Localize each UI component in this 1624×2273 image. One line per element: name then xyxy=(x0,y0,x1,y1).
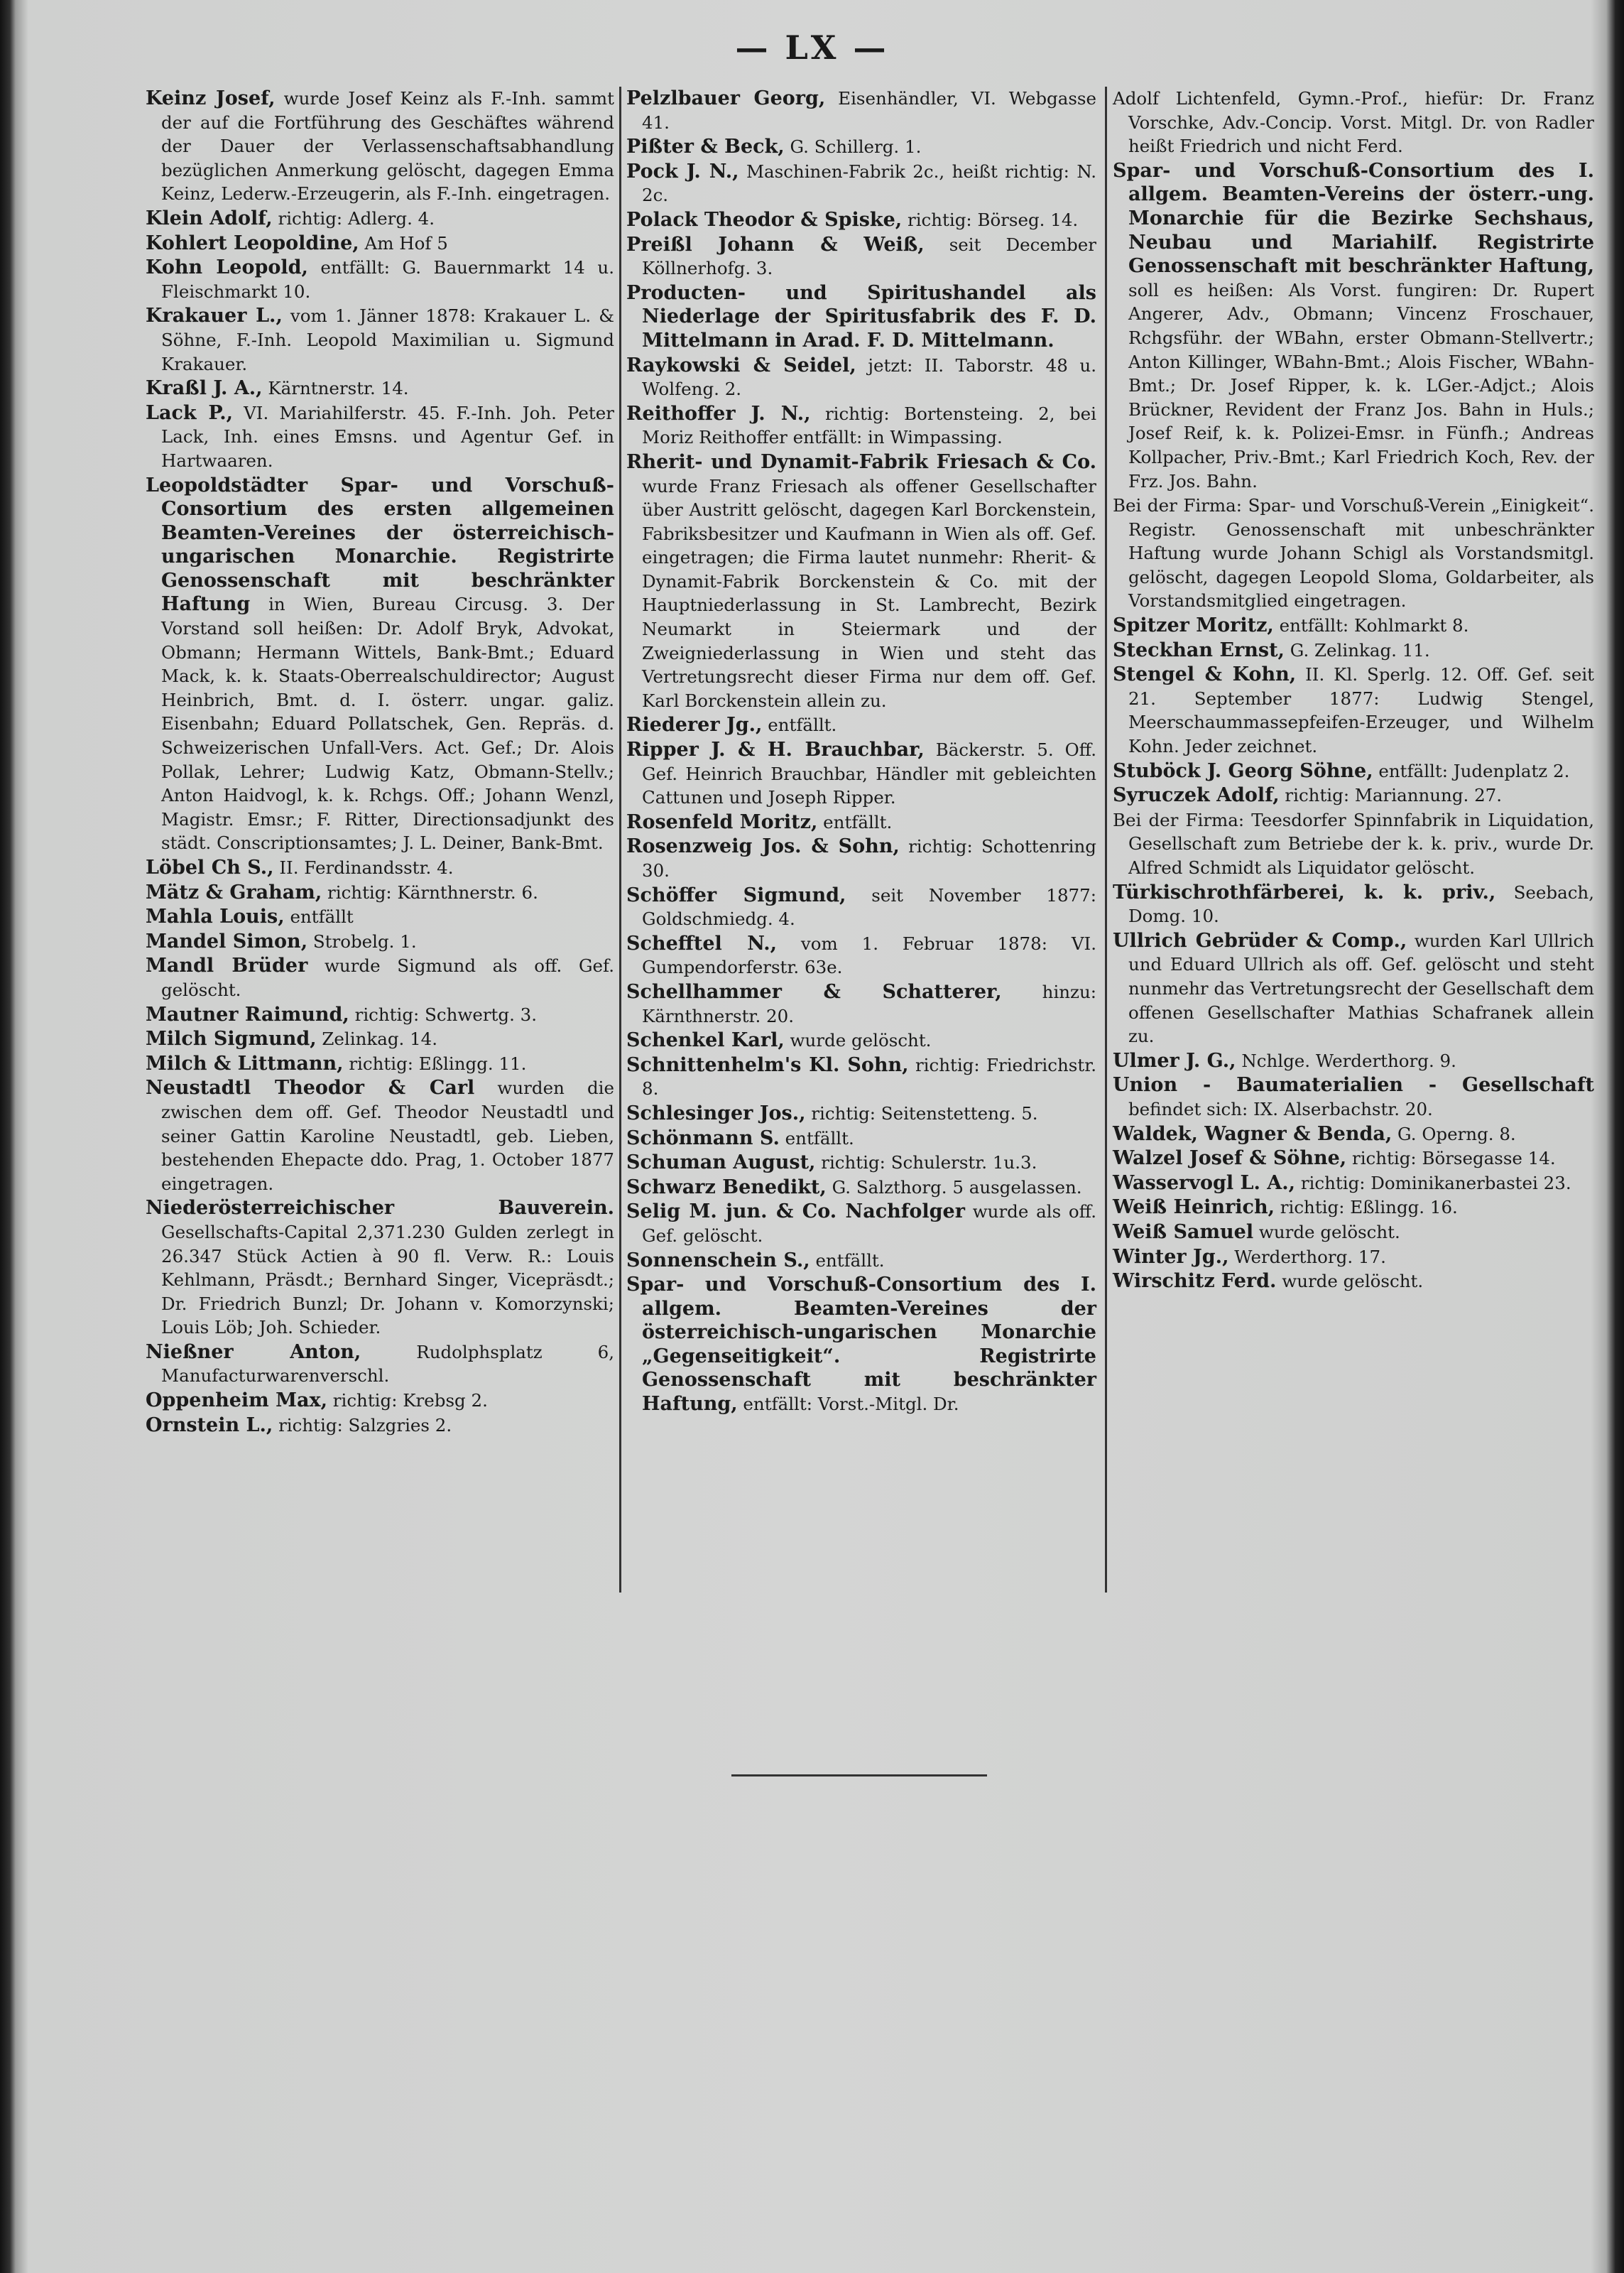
entry-firm-name: Syruczek Adolf, xyxy=(1113,784,1280,807)
register-entry xyxy=(1113,1049,1594,1073)
register-entry xyxy=(626,835,1096,882)
entry-text: entfällt. xyxy=(762,715,837,736)
entry-text: seit December Köllnerhofg. 3. xyxy=(642,234,1096,279)
entry-text: richtig: Adlerg. 4. xyxy=(272,207,435,229)
entry-text: entfällt: G. Bauernmarkt 14 u. Fleischmarkt 10. xyxy=(161,257,614,302)
entry-firm-name: Oppenheim Max, xyxy=(146,1389,327,1412)
register-entry xyxy=(626,208,1096,232)
register-entry xyxy=(626,402,1096,450)
entry-firm-name: Spar- und Vorschuß-Consortium des I. allgem. Beamten-Vereins der österr.-ung. Monarchie für die Bezirke Sechshaus, Neubau und Mariahilf. Registrirte Genossenschaft mit beschränkter Haftung, xyxy=(1113,159,1594,278)
entry-firm-name: Raykowski & Seidel, xyxy=(626,354,856,376)
register-entry xyxy=(626,450,1096,713)
register-entry xyxy=(146,256,614,303)
register-entry xyxy=(1113,87,1594,158)
entry-text: entfällt. xyxy=(779,1127,854,1149)
entry-firm-name: Nießner Anton, xyxy=(146,1340,361,1363)
register-entry xyxy=(626,135,1096,159)
entry-text: soll es heißen: Als Vorst. fungiren: Dr. Rupert Angerer, Adv., Obmann; Vincenz Froschauer, Rchgsführ. der WBahn, erster Obmann-Stellvertr.; Anton Killinger, WBahn-Bmt.; Alois Fischer, WBahn-Bmt.; Dr. Josef Ripper, k. k. LGer.-Adjct.; Alois Brückner, Revident der Franz Jos. Bahn in Huls.; Josef Reif, k. k. Polizei-Emsr. in Fünfh.; Andreas Kollpacher, Priv.-Bmt.; Karl Friedrich Koch, Rev. der Frz. Jos. Bahn. xyxy=(1128,279,1594,492)
register-entry xyxy=(1113,1220,1594,1244)
entry-text: richtig: Mariannung. 27. xyxy=(1279,785,1503,806)
register-entry xyxy=(146,1414,614,1438)
entry-firm-name: Ripper J. & H. Brauchbar, xyxy=(626,739,925,761)
register-entry xyxy=(626,810,1096,835)
entry-firm-name: Klein Adolf, xyxy=(146,207,273,229)
entry-firm-name: Schönmann S. xyxy=(626,1127,780,1149)
register-entry xyxy=(626,1249,1096,1273)
entry-text: Maschinen-Fabrik 2c., heißt richtig: N. 2c. xyxy=(642,161,1096,206)
register-entry xyxy=(146,1003,614,1027)
entry-firm-name: Polack Theodor & Spiske, xyxy=(626,208,903,231)
entry-text: richtig: Börseg. 14. xyxy=(902,209,1079,230)
register-entry xyxy=(146,232,614,256)
column-divider xyxy=(619,87,621,1593)
entry-text: Eisenhändler, VI. Webgasse 41. xyxy=(642,88,1096,133)
entry-firm-name: Keinz Josef, xyxy=(146,87,276,109)
entry-firm-name: Weiß Samuel xyxy=(1113,1220,1254,1243)
entry-firm-name: Waldek, Wagner & Benda, xyxy=(1113,1122,1393,1145)
entry-firm-name: Riederer Jg., xyxy=(626,714,763,737)
entry-text: Strobelg. 1. xyxy=(307,931,417,952)
entry-firm-name: Producten- und Spiritushandel als Niederlage der Spiritusfabrik des F. D. Mittelmann in Arad. F. D. Mittelmann. xyxy=(626,281,1096,352)
entry-text: entfällt: Vorst.-Mitgl. Dr. xyxy=(737,1394,959,1415)
register-entry xyxy=(626,884,1096,931)
register-entry xyxy=(146,1052,614,1076)
register-entry xyxy=(1113,1146,1594,1171)
register-entry xyxy=(626,932,1096,980)
entry-firm-name: Türkischrothfärberei, k. k. priv., xyxy=(1113,881,1496,904)
register-entry xyxy=(146,401,614,473)
entry-text: entfällt xyxy=(284,906,354,928)
entry-text: G. Operng. 8. xyxy=(1392,1123,1516,1144)
entry-text: entfällt: Judenplatz 2. xyxy=(1373,760,1570,781)
register-entry xyxy=(146,881,614,905)
register-entry xyxy=(1113,1122,1594,1146)
entry-text: Nchlge. Werderthorg. 9. xyxy=(1236,1050,1456,1071)
register-entry xyxy=(146,87,614,206)
entry-text: seit November 1877: Goldschmiedg. 4. xyxy=(642,884,1096,930)
entry-text: richtig: Bortensteing. 2, bei Moriz Reithoffer entfällt: in Wimpassing. xyxy=(642,403,1096,448)
register-entry xyxy=(626,1151,1096,1175)
entry-text: G. Zelinkag. 11. xyxy=(1284,639,1430,661)
register-entry xyxy=(1113,808,1594,880)
entry-firm-name: Pock J. N., xyxy=(626,160,739,183)
register-entry xyxy=(146,304,614,376)
entry-text: Adolf Lichtenfeld, Gymn.-Prof., hiefür: Dr. Franz Vorschke, Adv.-Concip. Vorst. Mitgl. Dr. von Radler heißt Friedrich und nicht Ferd. xyxy=(1113,88,1594,157)
register-entry xyxy=(1113,881,1594,928)
entry-firm-name: Winter Jg., xyxy=(1113,1245,1229,1268)
register-entry xyxy=(626,1127,1096,1151)
entry-firm-name: Steckhan Ernst, xyxy=(1113,639,1285,661)
entry-firm-name: Sonnenschein S., xyxy=(626,1249,810,1271)
register-entry xyxy=(146,474,614,856)
register-entry xyxy=(626,1102,1096,1126)
entry-text: Bei der Firma: Teesdorfer Spinnfabrik in Liquidation, Gesellschaft zum Betriebe der k. k. priv., wurde Dr. Alfred Schmidt als Liquidator gelöscht. xyxy=(1113,809,1594,878)
entry-firm-name: Schöffer Sigmund, xyxy=(626,884,846,906)
entry-firm-name: Walzel Josef & Söhne, xyxy=(1113,1147,1347,1170)
entry-firm-name: Schwarz Benedikt, xyxy=(626,1176,827,1198)
entry-text: wurde Franz Friesach als offener Gesellschafter über Austritt gelöscht, dagegen Karl Borckenstein, Fabriksbesitzer und Kaufmann in Wien als off. Gef. eingetragen; die Firma lautet nunmehr: Rherit- & Dynamit-Fabrik Borckenstein & Co. mit der Hauptniederlassung in St. Lambrecht, Bezirk Neumarkt in Steiermark und der Zweigniederlassung in Wien und steht das Vertretungsrecht dieser Firma nur dem off. Gef. Karl Borckenstein allein zu. xyxy=(642,475,1096,711)
register-entry xyxy=(1113,494,1594,613)
register-entry xyxy=(626,281,1096,353)
register-entry xyxy=(1113,759,1594,783)
entry-firm-name: Kraßl J. A., xyxy=(146,377,263,400)
entry-firm-name: Selig M. jun. & Co. Nachfolger xyxy=(626,1200,965,1223)
register-entry xyxy=(146,1196,614,1340)
entry-firm-name: Stuböck J. Georg Söhne, xyxy=(1113,759,1373,782)
entry-firm-name: Schuman August, xyxy=(626,1151,816,1174)
entry-firm-name: Mandl Brüder xyxy=(146,955,308,977)
register-entry xyxy=(626,1029,1096,1053)
register-entry xyxy=(146,1027,614,1051)
entry-firm-name: Mahla Louis, xyxy=(146,906,285,928)
entry-firm-name: Rherit- und Dynamit-Fabrik Friesach & Co. xyxy=(626,450,1096,473)
entry-text: richtig: Eßlingg. 11. xyxy=(343,1053,527,1074)
entry-text: richtig: Friedrichstr. 8. xyxy=(642,1054,1096,1100)
entry-text: richtig: Schwertg. 3. xyxy=(349,1004,538,1025)
entry-firm-name: Reithoffer J. N., xyxy=(626,402,811,425)
entry-firm-name: Schellhammer & Schatterer, xyxy=(626,980,1002,1003)
entry-text: VI. Mariahilferstr. 45. F.-Inh. Joh. Peter Lack, Inh. eines Emsns. und Agentur Gef. in Hartwaaren. xyxy=(161,402,614,471)
register-entry xyxy=(626,1200,1096,1247)
entry-firm-name: Schnittenhelm's Kl. Sohn, xyxy=(626,1053,909,1076)
entry-text: wurde Josef Keinz als F.-Inh. sammt der auf die Fortführung des Geschäftes während der Dauer der Verlassenschaftsabhandlung bezüglichen Anmerkung gelöscht, dagegen Emma Keinz, Lederw.-Erzeugerin, als F.-Inh. eingetragen. xyxy=(161,88,614,205)
register-entry xyxy=(626,1176,1096,1200)
register-entry xyxy=(1113,663,1594,758)
entry-text: richtig: Seitenstetteng. 5. xyxy=(805,1102,1038,1124)
entry-text: Zelinkag. 14. xyxy=(316,1029,438,1050)
entry-firm-name: Wasservogl L. A., xyxy=(1113,1171,1296,1194)
entry-firm-name: Leopoldstädter Spar- und Vorschuß-Consortium des ersten allgemeinen Beamten-Vereines der österreichisch-ungarischen Monarchie. Registrirte Genossenschaft mit beschränkter Haftung xyxy=(146,474,614,616)
register-entry xyxy=(1113,639,1594,663)
register-entry xyxy=(626,713,1096,737)
entry-text: G. Salzthorg. 5 ausgelassen. xyxy=(826,1176,1082,1198)
register-entry xyxy=(626,980,1096,1028)
entry-firm-name: Rosenfeld Moritz, xyxy=(626,810,818,833)
entry-firm-name: Rosenzweig Jos. & Sohn, xyxy=(626,835,900,858)
entry-text: richtig: Salzgries 2. xyxy=(273,1414,452,1436)
entry-firm-name: Kohn Leopold, xyxy=(146,256,308,279)
entry-text: richtig: Krebsg 2. xyxy=(327,1390,488,1411)
register-entry xyxy=(1113,783,1594,808)
entry-text: entfällt. xyxy=(810,1249,885,1271)
entry-text: II. Kl. Sperlg. 12. Off. Gef. seit 21. September 1877: Ludwig Stengel, Meerschaummassepfeifen-Erzeuger, und Wilhelm Kohn. Jeder zeichnet. xyxy=(1128,664,1595,757)
page-number: — LX — xyxy=(735,28,889,67)
register-entry xyxy=(146,1076,614,1195)
entry-text: II. Ferdinandsstr. 4. xyxy=(273,857,454,878)
column-divider xyxy=(1105,87,1107,1593)
entry-text: hinzu: Kärnthnerstr. 20. xyxy=(642,981,1096,1026)
entry-text: Bäckerstr. 5. Off. Gef. Heinrich Brauchbar, Händler mit gebleichten Cattunen und Joseph Ripper. xyxy=(642,739,1096,808)
entry-text: wurde gelöscht. xyxy=(1253,1221,1400,1242)
end-rule xyxy=(731,1774,987,1776)
entry-text: richtig: Schottenring 30. xyxy=(642,836,1096,881)
entry-text: Kärntnerstr. 14. xyxy=(262,378,409,399)
entry-text: befindet sich: IX. Alserbachstr. 20. xyxy=(1128,1098,1433,1119)
entry-firm-name: Ullrich Gebrüder & Comp., xyxy=(1113,929,1407,952)
register-entry xyxy=(626,87,1096,134)
register-entry xyxy=(146,930,614,954)
entry-text: wurden die zwischen dem off. Gef. Theodor Neustadtl und seiner Gattin Karoline Neustadtl, geb. Lieben, bestehenden Ehepacte ddo. Prag, 1. October 1877 eingetragen. xyxy=(161,1078,614,1194)
entry-firm-name: Mätz & Graham, xyxy=(146,881,322,904)
register-entry xyxy=(1113,1073,1594,1121)
entry-text: vom 1. Februar 1878: VI. Gumpendorferstr. 63e. xyxy=(642,933,1096,978)
entry-firm-name: Schlesinger Jos., xyxy=(626,1102,806,1124)
register-entry xyxy=(626,738,1096,810)
entry-text: in Wien, Bureau Circusg. 3. Der Vorstand soll heißen: Dr. Adolf Bryk, Advokat, Obmann; Hermann Wittels, Bank-Bmt.; Eduard Mack, k. k. Staats-Oberrealschuldirector; August Heinbrich, Bmt. d. I. österr. ungar. galiz. Eisenbahn; Eduard Pollatschek, Gen. Repräs. d. Schweizerischen Unfall-Vers. Act. Gef.; Dr. Alois Pollak, Lehrer; Ludwig Katz, Obmann-Stellv.; Anton Haidvogl, k. k. Rchgs. Off.; Johann Wenzl, Magistr. Emsr.; F. Ritter, Directionsadjunkt des städt. Conscriptionsamtes; J. L. Deiner, Bank-Bmt. xyxy=(161,594,614,854)
entry-firm-name: Spitzer Moritz, xyxy=(1113,614,1274,637)
register-entry xyxy=(626,160,1096,207)
entry-text: richtig: Schulerstr. 1u.3. xyxy=(815,1152,1037,1173)
entry-firm-name: Löbel Ch S., xyxy=(146,857,274,879)
entry-firm-name: Mandel Simon, xyxy=(146,930,308,953)
entry-firm-name: Schefftel N., xyxy=(626,932,778,955)
entry-text: richtig: Börsegasse 14. xyxy=(1346,1148,1556,1169)
entry-firm-name: Mautner Raimund, xyxy=(146,1003,349,1026)
register-entry xyxy=(1113,159,1594,493)
column-1 xyxy=(146,87,614,1438)
entry-firm-name: Ulmer J. G., xyxy=(1113,1049,1236,1072)
register-entry xyxy=(146,954,614,1002)
entry-firm-name: Krakauer L., xyxy=(146,305,283,327)
register-entry xyxy=(1113,1269,1594,1293)
entry-firm-name: Spar- und Vorschuß-Consortium des I. allgem. Beamten-Vereines der österreichisch-ungarischen Monarchie „Gegenseitigkeit“. Registrirte Genossenschaft mit beschränkter Haftung, xyxy=(626,1274,1096,1416)
column-2 xyxy=(626,87,1096,1417)
entry-firm-name: Kohlert Leopoldine, xyxy=(146,232,359,254)
entry-text: Seebach, Domg. 10. xyxy=(1128,881,1594,927)
entry-text: Rudolphsplatz 6, Manufacturwarenverschl. xyxy=(161,1341,614,1387)
entry-text: wurde gelöscht. xyxy=(784,1030,932,1051)
register-entry xyxy=(1113,1171,1594,1195)
entry-firm-name: Ornstein L., xyxy=(146,1414,273,1436)
entry-firm-name: Stengel & Kohn, xyxy=(1113,663,1297,686)
register-entry xyxy=(626,1053,1096,1101)
entry-firm-name: Milch & Littmann, xyxy=(146,1052,344,1075)
entry-firm-name: Schenkel Karl, xyxy=(626,1029,785,1052)
entry-firm-name: Neustadtl Theodor & Carl xyxy=(146,1077,475,1100)
column-3 xyxy=(1113,87,1594,1294)
entry-text: wurden Karl Ullrich und Eduard Ullrich als off. Gef. gelöscht und steht nunmehr das Vertretungsrecht der Gesellschaft dem offenen Gesellschafter Mathias Schafranek allein zu. xyxy=(1128,930,1594,1047)
entry-text: richtig: Dominikanerbastei 23. xyxy=(1295,1172,1571,1193)
register-entry xyxy=(146,1389,614,1413)
entry-firm-name: Union - Baumaterialien - Gesellschaft xyxy=(1113,1074,1594,1097)
entry-text: richtig: Eßlingg. 16. xyxy=(1275,1197,1458,1218)
entry-text: wurde Sigmund als off. Gef. gelöscht. xyxy=(161,955,614,1000)
register-entry xyxy=(626,233,1096,281)
entry-firm-name: Pißter & Beck, xyxy=(626,136,785,158)
entry-firm-name: Weiß Heinrich, xyxy=(1113,1196,1275,1219)
register-entry xyxy=(146,207,614,231)
register-entry xyxy=(626,1273,1096,1416)
entry-text: G. Schillerg. 1. xyxy=(784,136,922,158)
register-entry xyxy=(146,1340,614,1388)
entry-text: wurde gelöscht. xyxy=(1276,1271,1424,1292)
entry-firm-name: Preißl Johann & Weiß, xyxy=(626,233,925,256)
entry-text: wurde als off. Gef. gelöscht. xyxy=(642,1201,1096,1246)
entry-text: Bei der Firma: Spar- und Vorschuß-Verein „Einigkeit“. Registr. Genossenschaft mit unbeschränkter Haftung wurde Johann Schigl als Vorstandsmitgl. gelöscht, dagegen Leopold Sloma, Goldarbeiter, als Vorstandsmitglied eingetragen. xyxy=(1113,495,1594,612)
register-entry xyxy=(146,376,614,401)
register-entry xyxy=(626,354,1096,401)
register-entry xyxy=(146,856,614,880)
register-entry xyxy=(1113,1195,1594,1220)
entry-text: entfällt: Kohlmarkt 8. xyxy=(1273,615,1469,636)
entry-firm-name: Pelzlbauer Georg, xyxy=(626,87,826,109)
entry-text: richtig: Kärnthnerstr. 6. xyxy=(322,881,538,903)
entry-firm-name: Niederösterreichischer Bauverein. xyxy=(146,1197,614,1220)
entry-text: Am Hof 5 xyxy=(359,232,448,254)
entry-text: vom 1. Jänner 1878: Krakauer L. & Söhne, F.-Inh. Leopold Maximilian u. Sigmund Krakauer. xyxy=(161,305,614,374)
entry-text: Gesellschafts-Capital 2,371.230 Gulden zerlegt in 26.347 Stück Actien à 90 fl. Verw. R.: Louis Kehlmann, Präsdt.; Bernhard Singer, Vicepräsdt.; Dr. Friedrich Bunzl; Dr. Johann v. Komorzynski; Louis Löb; Joh. Schieder. xyxy=(161,1221,614,1338)
entry-text: Werderthorg. 17. xyxy=(1228,1246,1386,1267)
entry-firm-name: Milch Sigmund, xyxy=(146,1028,317,1051)
register-entry xyxy=(1113,929,1594,1048)
entry-text: jetzt: II. Taborstr. 48 u. Wolfeng. 2. xyxy=(642,354,1096,400)
register-entry xyxy=(1113,614,1594,638)
entry-text: entfällt. xyxy=(817,811,893,832)
register-entry xyxy=(1113,1245,1594,1269)
entry-firm-name: Lack P., xyxy=(146,401,233,424)
register-entry xyxy=(146,905,614,929)
entry-firm-name: Wirschitz Ferd. xyxy=(1113,1270,1277,1293)
